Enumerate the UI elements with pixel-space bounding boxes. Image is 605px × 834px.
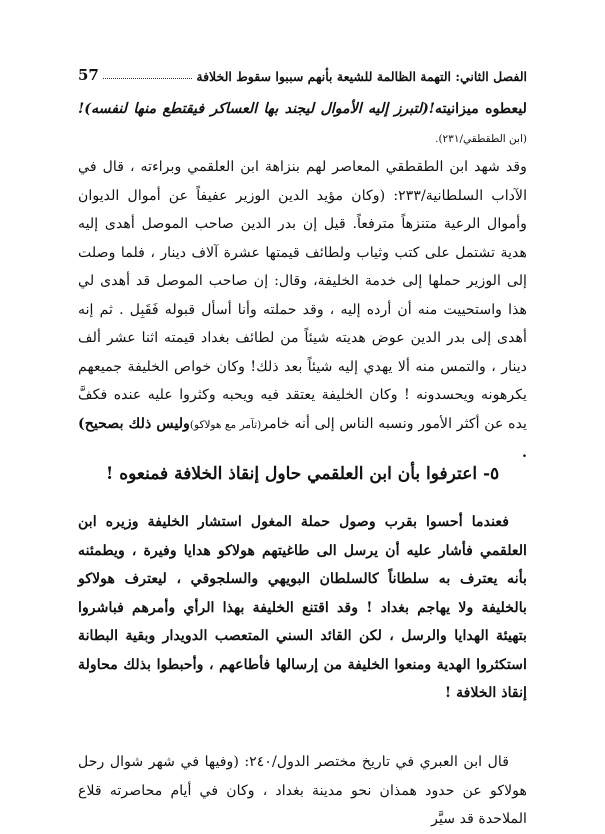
- paragraph-2: فعندما أحسوا بقرب وصول حملة المغول استشار الخليفة وزيره ابن العلقمي فأشار عليه أن يرسل الى طاغيتهم هولاكو هدايا وفيرة ، ويطمئنه بأنه يعترف به سلطاناً كالسلطان البويهي والسلجوقي ، ليعترف هولاكو بالخليفة ولا يهاجم بغداد ! وقد اقتنع الخليفة بهذا الرأي وأمرهم فباشروا بتهيئة الهدايا والرسل ، لكن القائد السني المتعصب الدويدار وبقية البطانة استكثروا الهدية ومنعوا الخليفة من إرسالها فأطاعهم ، وأحبطوا بذلك محاولة إنقاذ الخلافة !: [78, 514, 527, 701]
- para1-reference: (ابن الطقطقي/٢٣١).: [435, 132, 527, 145]
- para1-note: (تآمر مع هولاكو): [189, 418, 262, 431]
- section-heading: ٥- اعترفوا بأن ابن العلقمي حاول إنقاذ الخلافة فمنعوه !: [105, 464, 500, 484]
- para1-body: وقد شهد ابن الطقطقي المعاصر لهم بنزاهة ابن العلقمي وبراءته ، قال في الآداب السلطانية/٢٣٣: (وكان مؤيد الدين الوزير عفيفاً عن أموال الديوان وأموال الرعية متنزهاً مترفعاً. قيل إن بدر الدين صاحب الموصل أهدى إليه هدية تشتمل على كتب وثياب ولطائف قيمتها عشرة آلاف دينار ، فلما وصلت إلى الوزير حملها إلى خدمة الخليفة، وقال: إن صاحب الموصل قد أهدى لي هذا واستحييت منه أن أرده إليه ، وقد حملته وأنا أسأل قبوله فَقَبِل . ثم إنه أهدى إلى بدر الدين عوض هديته شيئاً من لطائف بغداد قيمته اثنا عشر ألف دينار ، والتمس منه ألا يهدي إليه شيئاً بعد ذلك! وكان خواص الخليفة جميعهم يكرهونه ويحسدونه ! وكان الخليفة يعتقد فيه ويحبه وكثروا عليه عنده فكفَّ يده عن أكثر الأمور ونسبه الناس إلى أنه خامر: [78, 159, 528, 432]
- page-header: [78, 58, 527, 84]
- para1-quote: !(لتبرز إليه الأموال ليجند بها العساكر فيقتطع منها لنفسه)!: [78, 101, 436, 117]
- header-leader-dots: [103, 78, 193, 79]
- chapter-title: الفصل الثاني: التهمة الظالمة للشيعة بأنهم سببوا سقوط الخلافة: [196, 69, 527, 84]
- paragraph-1: [78, 95, 527, 468]
- para1-lead: ليعطوه ميزانيته: [435, 101, 527, 117]
- page-number: 57: [78, 66, 99, 84]
- para1-ending: وليس ذلك بصحيح) .: [78, 415, 527, 461]
- paragraph-3: قال ابن العبري في تاريخ مختصر الدول/٢٤٠: (وفيها في شهر شوال رحل هولاكو عن حدود همذان نحو مدينة بغداد ، وكان في أيام محاصرته قلاع الملاحدة قد سيَّر: [78, 754, 527, 827]
